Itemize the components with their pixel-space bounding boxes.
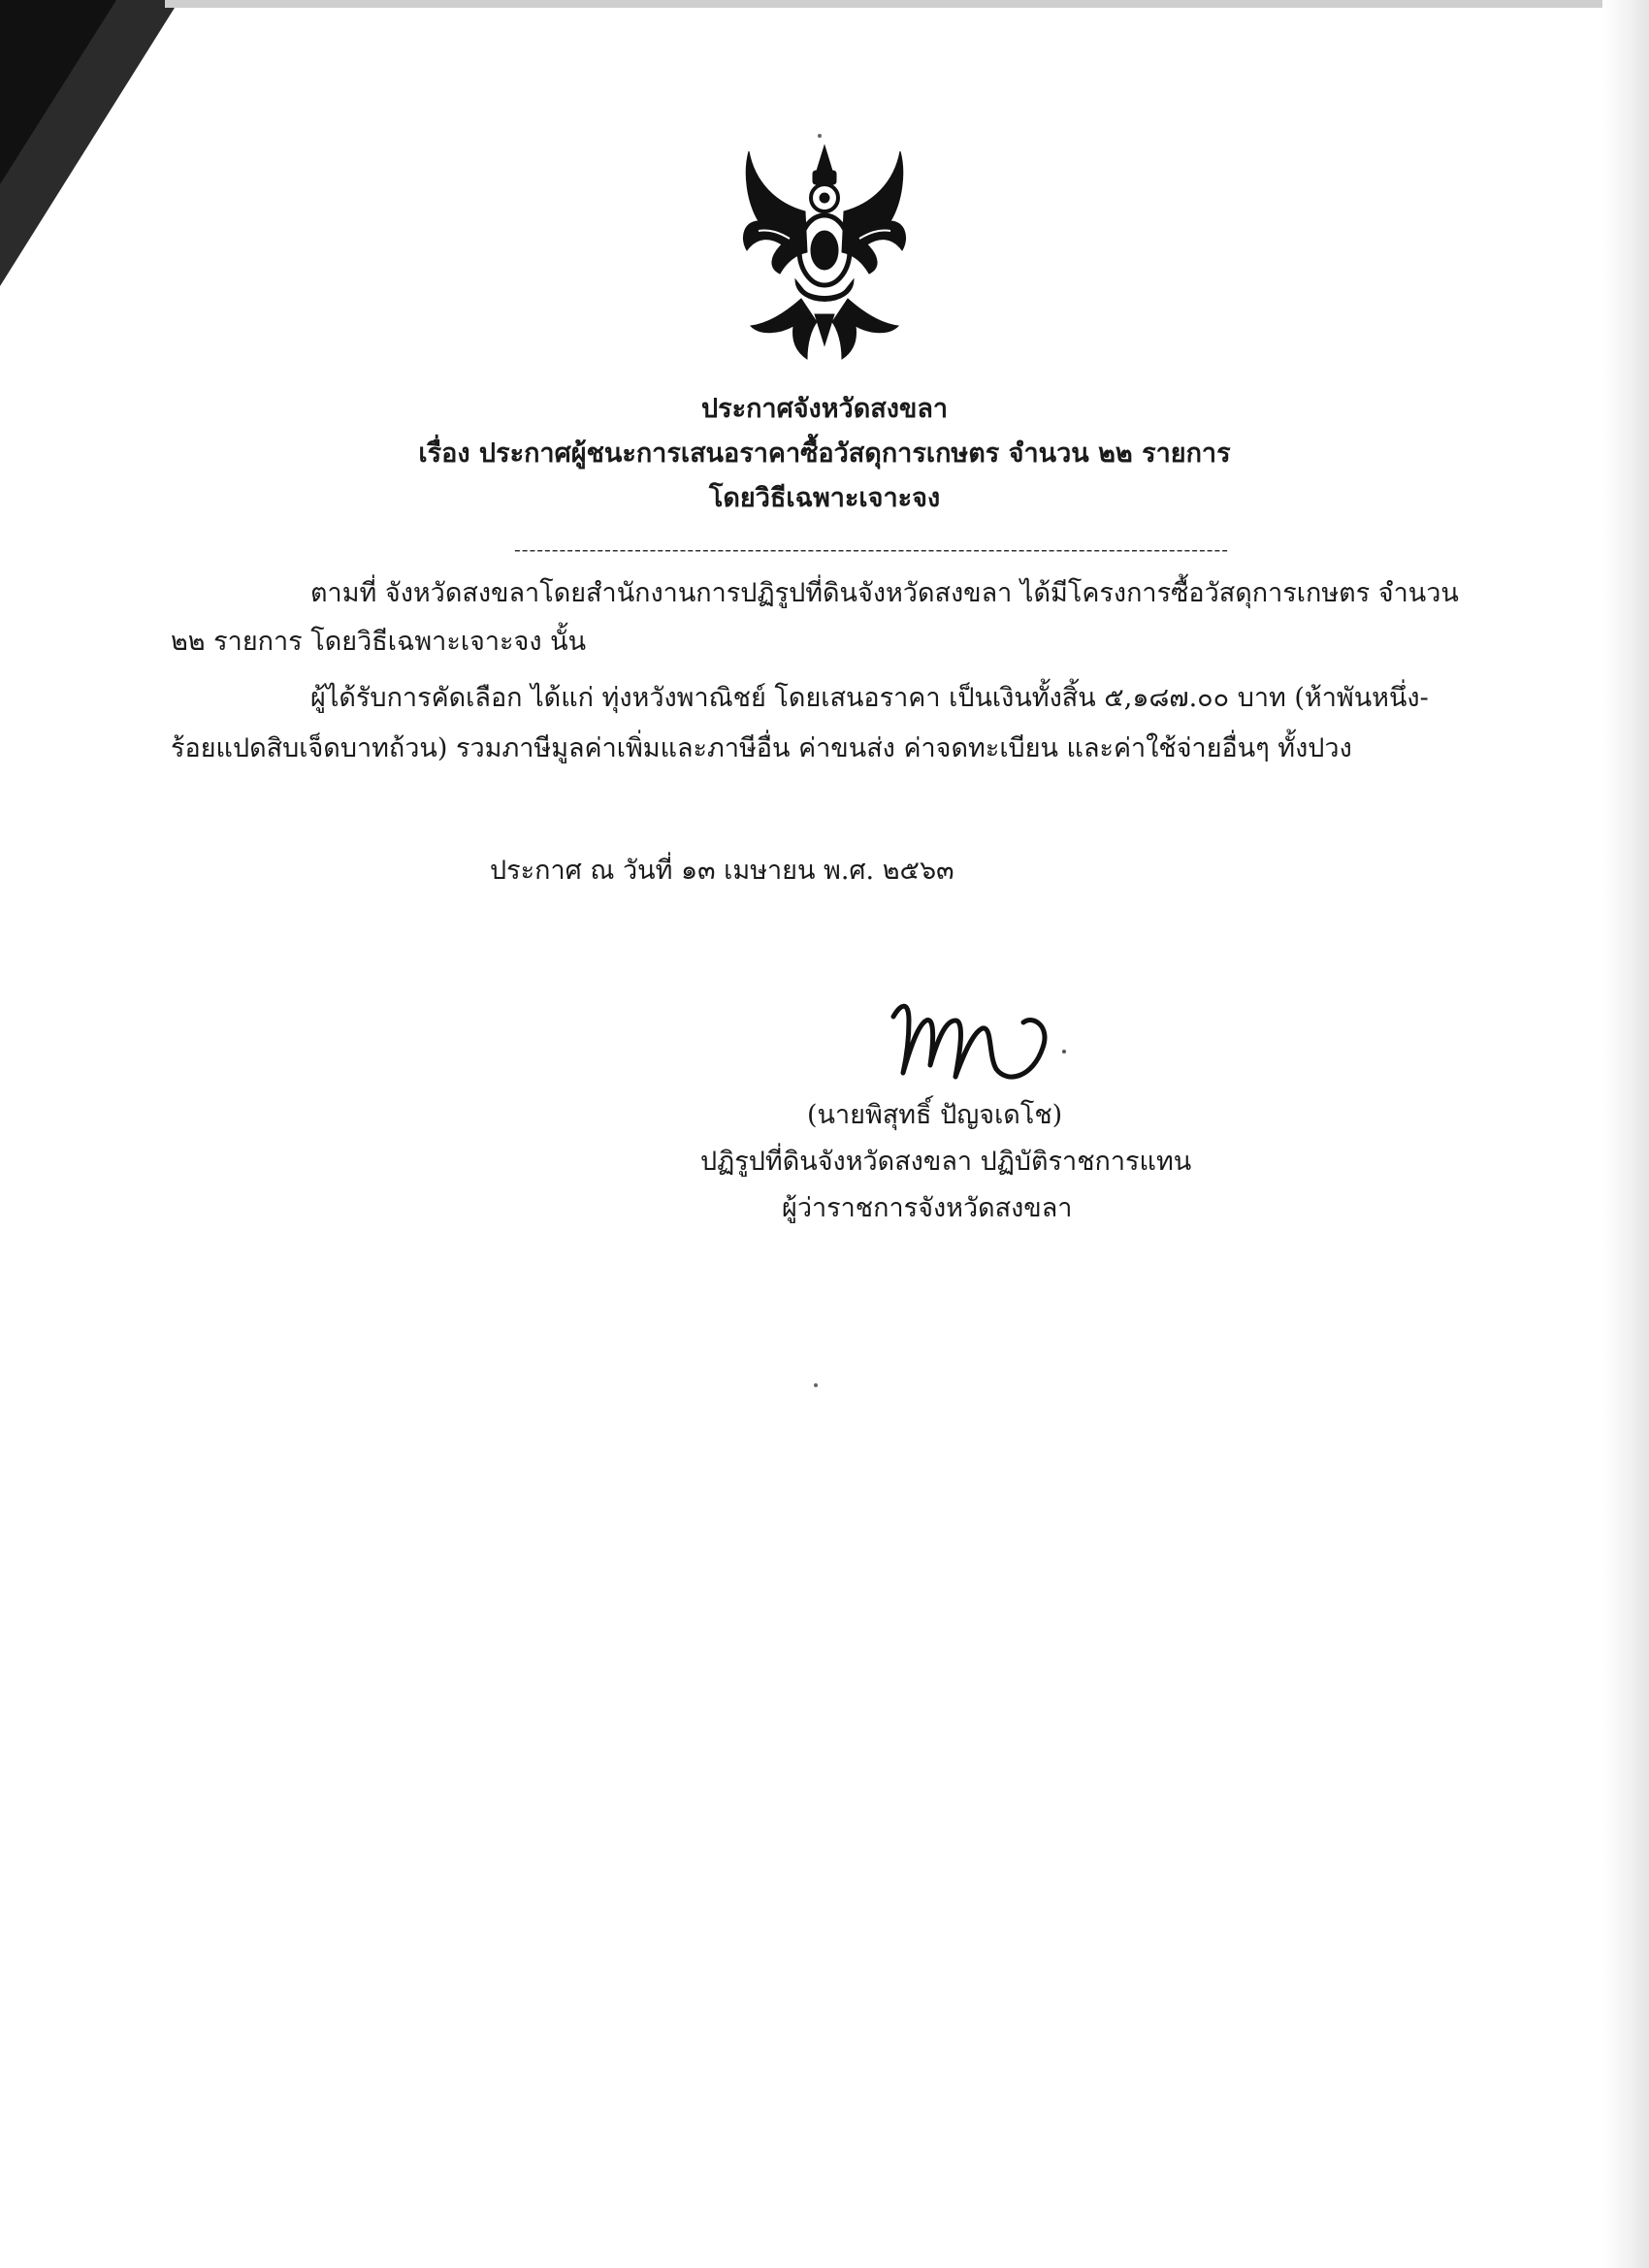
handwritten-signature-icon (888, 988, 1072, 1099)
scan-speck (814, 1383, 818, 1387)
announcement-title: ประกาศจังหวัดสงขลา (700, 394, 949, 424)
body-paragraph-2-line-2: ร้อยแปดสิบเจ็ดบาทถ้วน) รวมภาษีมูลค่าเพิ่มและภาษีอื่น ค่าขนส่ง ค่าจดทะเบียน และค่าใช้จ่ายอื่นๆ ทั้งปวง (171, 733, 1352, 763)
body-paragraph-1-line-2: ๒๒ รายการ โดยวิธีเฉพาะเจาะจง นั้น (171, 627, 587, 657)
procurement-method: โดยวิธีเฉพาะเจาะจง (708, 483, 941, 513)
garuda-emblem-icon (737, 144, 912, 367)
header-separator: ----------------------------------------------------------------------------------------------- (514, 537, 1229, 561)
scan-top-edge (165, 0, 1649, 8)
signatory-position-2: ผู้ว่าราชการจังหวัดสงขลา (782, 1193, 1073, 1223)
signatory-position-1: ปฏิรูปที่ดินจังหวัดสงขลา ปฏิบัติราชการแทน (700, 1147, 1192, 1177)
scan-speck (818, 134, 822, 138)
announcement-subject: เรื่อง ประกาศผู้ชนะการเสนอราคาซื้อวัสดุการเกษตร จำนวน ๒๒ รายการ (418, 438, 1231, 469)
scan-right-edge-shadow (1602, 0, 1649, 2268)
announcement-date: ประกาศ ณ วันที่ ๑๓ เมษายน พ.ศ. ๒๕๖๓ (490, 856, 954, 886)
scan-folded-corner-shadow (0, 0, 194, 291)
signatory-name: (นายพิสุทธิ์ ปัญจเดโช) (807, 1100, 1063, 1130)
body-paragraph-2-line-1: ผู้ได้รับการคัดเลือก ได้แก่ ทุ่งหวังพาณิชย์ โดยเสนอราคา เป็นเงินทั้งสิ้น ๕,๑๘๗.๐๐ บาท (ห้าพันหนึ่ง- (310, 683, 1429, 713)
body-paragraph-1-line-1: ตามที่ จังหวัดสงขลาโดยสำนักงานการปฏิรูปที่ดินจังหวัดสงขลา ได้มีโครงการซื้อวัสดุการเกษตร จำนวน (310, 578, 1459, 608)
